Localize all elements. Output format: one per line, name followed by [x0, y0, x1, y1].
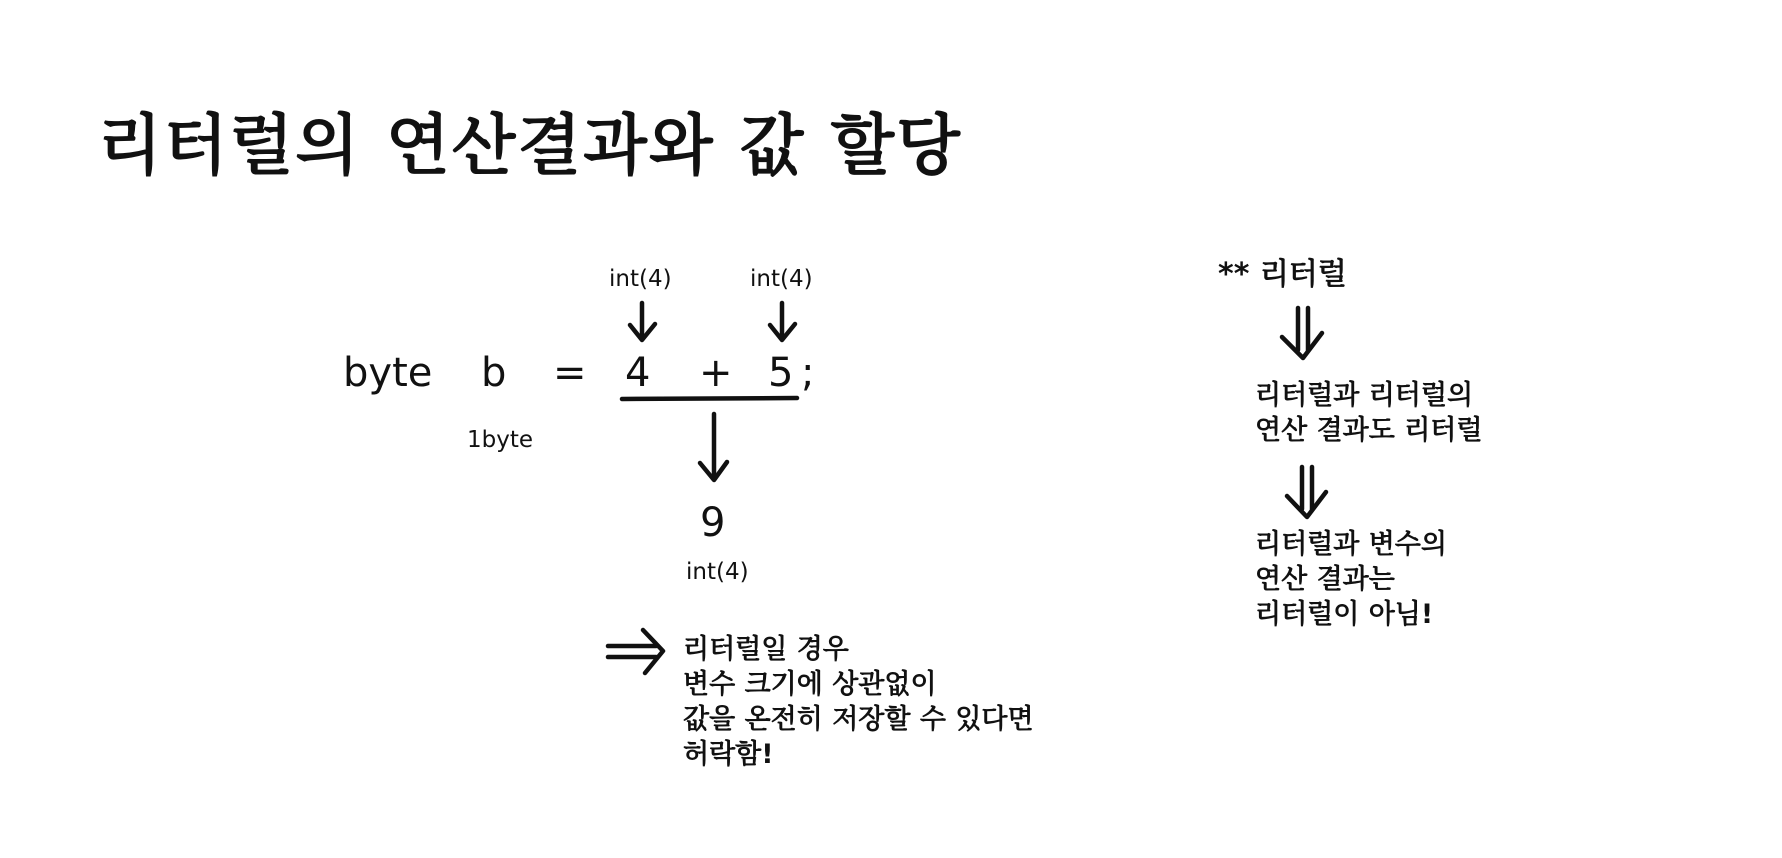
conclusion-line: 허락함!: [683, 739, 774, 770]
conclusion-line: 변수 크기에 상관없이: [683, 669, 937, 700]
arrow-down-icon: [630, 303, 655, 340]
plus-operator: +: [699, 350, 733, 396]
result-type-label: int(4): [686, 559, 749, 585]
operand-right-type-label: int(4): [750, 266, 813, 292]
side-note-step1-line: 리터럴과 리터럴의: [1255, 380, 1474, 411]
equals-sign: =: [553, 350, 587, 396]
result-value: 9: [700, 500, 726, 546]
operand-left-type-label: int(4): [609, 266, 672, 292]
double-down-arrow-icon: [1287, 467, 1326, 517]
conclusion-line: 값을 온전히 저장할 수 있다면: [683, 704, 1034, 735]
operation-underline: [622, 398, 797, 399]
side-note-step2-line: 리터럴과 변수의: [1255, 529, 1447, 560]
semicolon: ;: [801, 350, 815, 396]
side-note-step2-line: 연산 결과는: [1255, 564, 1395, 595]
page-title: 리터럴의 연산결과와 값 할당: [98, 107, 963, 184]
operand-left: 4: [625, 350, 651, 396]
double-down-arrow-icon: [1282, 308, 1322, 358]
double-right-arrow-icon: [608, 630, 663, 673]
variable-size-label: 1byte: [467, 427, 534, 453]
arrow-down-icon: [700, 414, 727, 480]
operand-right: 5: [768, 350, 794, 396]
conclusion-line: 리터럴일 경우: [683, 634, 849, 665]
arrow-down-icon: [770, 303, 795, 340]
variable-b: b: [481, 350, 507, 396]
side-note-step2-line: 리터럴이 아님!: [1255, 599, 1434, 630]
type-keyword-byte: byte: [343, 350, 433, 396]
side-note-step1-line: 연산 결과도 리터럴: [1255, 415, 1483, 446]
side-note-heading: ** 리터럴: [1218, 257, 1347, 292]
